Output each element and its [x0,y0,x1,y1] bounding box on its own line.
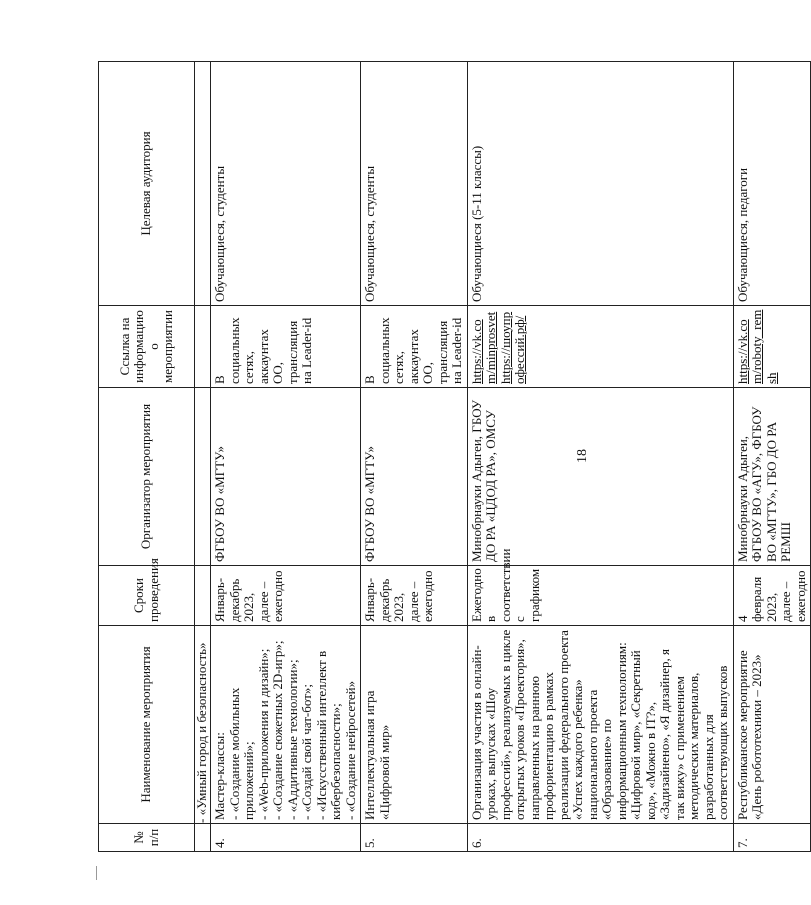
row-audience: Обучающиеся, педагоги [733,62,811,306]
row-organizer: Минобрнауки Адыгеи, ГБОУ ДО РА «ЦДОД РА», ОМСУ [467,388,733,566]
list-item: - «Создание сюжетных 2D-игр»; [270,640,285,820]
row-organizer: ФГБОУ ВО «МГТУ» [361,388,468,566]
rotated-table-container [98,62,808,852]
list-item: - «Аддитивные технологии»; [284,659,300,820]
list-item: - «Искусственный интеллект в кибербезопасности»; [313,650,343,820]
row-organizer: Минобрнауки Адыгеи, ФГБОУ ВО «АГУ», ФГБОУ ВО «МГТУ», ГБО ДО РА РЕМШ [733,388,811,566]
row-dates: Январь-декабрь 2023, далее – ежегодно [211,566,361,626]
row-audience: Обучающиеся, студенты [211,62,361,306]
page-number: 18 [575,449,590,463]
header-audience: Целевая аудитория [99,62,195,306]
row-name-title: Мастер-классы: [212,732,227,820]
row-num: 7. [733,824,811,852]
header-dates: Сроки проведения [99,566,195,626]
row-link: В социальных сетях, аккаунтах ОО, трансляция на Leader-id [361,306,468,388]
row-link[interactable]: https://vk.com/roboty_remsh [733,306,811,388]
row-num: 4. [211,824,361,852]
row-dates: Ежегодно в соответствии с графиком [467,566,733,626]
continuation-name: - «Умный город и безопасность» [195,626,211,824]
row-dates: Январь-декабрь 2023, далее – ежегодно [361,566,468,626]
header-link: Ссылка на информацию о мероприятии [99,306,195,388]
continuation-organizer [195,388,211,566]
header-num: № п/п [99,824,195,852]
header-row [99,62,195,852]
scan-mark [96,866,97,880]
continuation-link [195,306,211,388]
list-item: - «Создание нейросетей» [342,680,358,820]
row-name: Интеллектуальная игра «Цифровой мир» [361,626,468,824]
header-organizer: Организатор мероприятия [99,388,195,566]
list-item: - «Создание мобильных приложений»; [226,687,256,820]
row-link[interactable]: https://vk.com/minprosvet https://шоупрофессий.рф/ [467,306,733,388]
row-name [211,626,361,824]
table-row [361,62,468,852]
row-name: Организация участия в онлайн-уроках, выпусках «Шоу профессий», реализуемых в цикле открытых уроков «Проектория», направленных на раннюю профориентацию в рамках реализации федерального проекта «Успех каждого ребенка» национального проекта «Образование» по информационным технологиям: «Цифровой мир», «Секретный код», «Можно в IT?», «Задизайнено», «Я дизайнер, я так вижу» с применением методических материалов, разработанных для соответствующих выпусков [467,626,733,824]
list-item: - «Web-приложения и дизайн»; [255,648,271,820]
table-row [733,62,811,852]
row-num: 5. [361,824,468,852]
row-organizer: ФГБОУ ВО «МГТУ» [211,388,361,566]
continuation-row [195,62,211,852]
list-item: - «Создай свой чат-бот»; [299,684,314,820]
header-name: Наименование мероприятия [99,626,195,824]
row-audience: Обучающиеся, студенты [361,62,468,306]
table-row [467,62,733,852]
row-audience: Обучающиеся (5-11 классы) [467,62,733,306]
table-row [211,62,361,852]
row-name: Республиканское мероприятие «День робототехники – 2023» [733,626,811,824]
continuation-num [195,824,211,852]
events-table [98,61,811,852]
continuation-audience [195,62,211,306]
row-num: 6. [467,824,733,852]
row-name-items [228,629,359,820]
row-link: В социальных сетях, аккаунтах ОО, трансляция на Leader-id [211,306,361,388]
continuation-dates [195,566,211,626]
row-dates: 4 февраля 2023, далее – ежегодно [733,566,811,626]
